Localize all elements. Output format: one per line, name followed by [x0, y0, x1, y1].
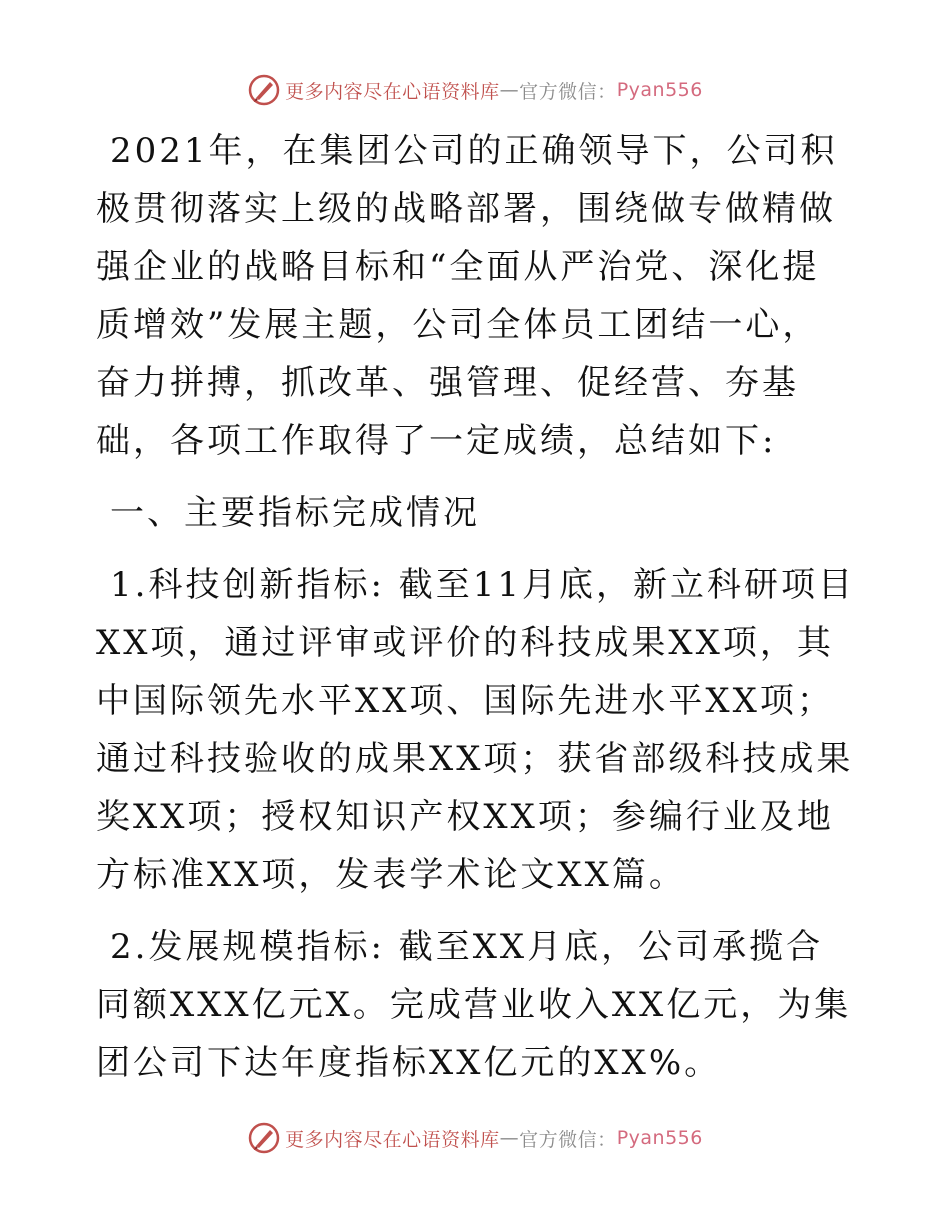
footer-watermark: [0, 1118, 950, 1158]
tech-innovation-text: 1.科技创新指标: 截至11月底，新立科研项目XX项，通过评审或评价的科技成果XX项，其中国际领先水平XX项、国际先进水平XX项；通过科技验收的成果XX项；获省部级科技成果奖XX项；授权知识产权XX项；参编行业及地方标准XX项，发表学术论文XX篇。: [96, 565, 855, 895]
watermark-contact-value: Pyan556: [616, 79, 703, 101]
quill-pen-logo-icon: [247, 1121, 281, 1155]
header-watermark: [0, 70, 950, 110]
watermark-contact-value: Pyan556: [616, 1127, 703, 1149]
intro-paragraph: [96, 122, 856, 470]
document-body: [96, 122, 856, 1092]
development-scale-text: 2.发展规模指标: 截至XX月底，公司承揽合同额XXX亿元X。完成营业收入XX亿元，为集团公司下达年度指标XX亿元的XX%。: [96, 927, 852, 1083]
development-scale-paragraph: [96, 918, 856, 1092]
quill-pen-logo-icon: [247, 73, 281, 107]
section-heading-text: 一、主要指标完成情况: [110, 493, 480, 533]
watermark-separator: —: [499, 1127, 520, 1149]
intro-paragraph-text: 2021年，在集团公司的正确领导下，公司积极贯彻落实上级的战略部署，围绕做专做精做强企业的战略目标和“全面从严治党、深化提质增效”发展主题，公司全体员工团结一心，奋力拼搏，抓改革、强管理、促经营、夯基础，各项工作取得了一定成绩，总结如下:: [96, 131, 838, 461]
watermark-contact-label: 官方微信：: [519, 1128, 617, 1151]
watermark-brand-text: 更多内容尽在心语资料库: [285, 80, 500, 103]
watermark-separator: —: [499, 79, 520, 101]
section-heading: [96, 484, 856, 542]
tech-innovation-paragraph: [96, 556, 856, 904]
watermark-contact-label: 官方微信：: [519, 80, 617, 103]
watermark-brand-text: 更多内容尽在心语资料库: [285, 1128, 500, 1151]
